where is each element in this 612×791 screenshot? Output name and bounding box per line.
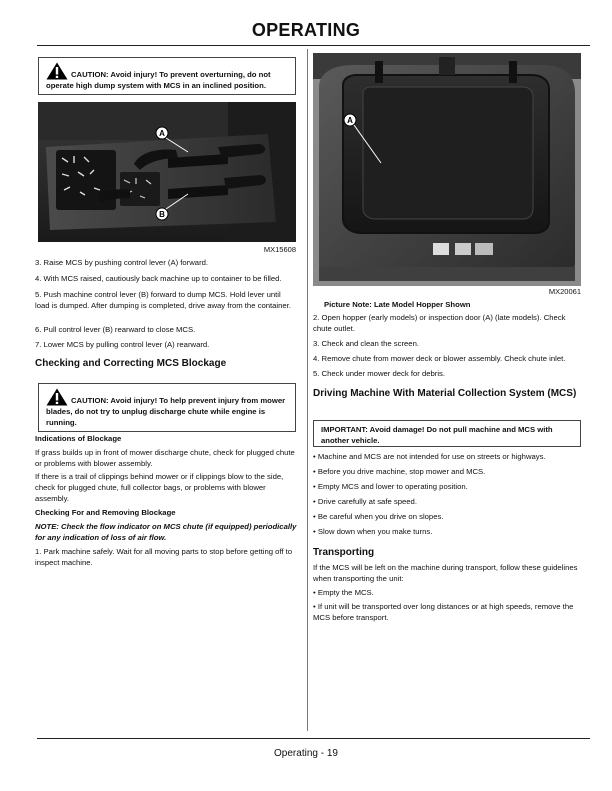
indication-text-2: If there is a trail of clippings behind mower or if clippings blow to the side, check for plugged chute, full collector bags, or problems with blower assembly.	[35, 472, 284, 503]
footer-rule	[37, 738, 590, 739]
page-footer: Operating - 19	[274, 748, 338, 759]
caution-box-overturning	[38, 57, 296, 95]
important-box: IMPORTANT: Avoid damage! Do not pull machine and MCS with another vehicle.	[313, 420, 581, 447]
driving-bullet-5: • Be careful when you drive on slopes.	[313, 512, 444, 521]
step-4-text: 4. With MCS raised, cautiously back machine up to container to be filled.	[35, 274, 282, 283]
figure-id: MX20061	[548, 287, 581, 296]
heading-driving-mcs: Driving Machine With Material Collection System (MCS)	[313, 388, 577, 399]
step-3-text: 3. Raise MCS by pushing control lever (A) forward.	[35, 258, 209, 267]
indication-text-1: If grass builds up in front of mower discharge chute, check for plugged chute or problems with blower assembly.	[35, 448, 295, 468]
step-5-text: 5. Push machine control lever (B) forward to dump MCS. Hold lever until load is dumped. After dumping is completed, drive away from the container.	[35, 290, 291, 310]
driving-bullet-1: • Machine and MCS are not intended for use on streets or highways.	[313, 452, 546, 461]
step-5-text: 5. Check under mower deck for debris.	[313, 369, 446, 378]
driving-bullet-2: • Before you drive machine, stop mower and MCS.	[313, 467, 486, 476]
warning-triangle-icon	[46, 388, 68, 406]
caution-text: CAUTION: Avoid injury! To prevent overturning, do not operate high dump system with MCS in an inclined position.	[46, 70, 271, 90]
column-divider	[307, 49, 308, 731]
figure-label-a: A	[159, 129, 165, 138]
driving-bullet-6: • Slow down when you make turns.	[313, 527, 433, 536]
figure-id: MX15608	[263, 245, 296, 254]
picture-note: Picture Note: Late Model Hopper Shown	[324, 300, 471, 309]
control-levers-photo	[38, 102, 296, 242]
driving-bullet-4: • Drive carefully at safe speed.	[313, 497, 417, 506]
caution-box-blades	[38, 383, 296, 432]
figure-label-b: B	[159, 210, 165, 219]
header-rule	[37, 45, 590, 46]
page-title: OPERATING	[251, 20, 361, 40]
step-2-text: 2. Open hopper (early models) or inspection door (A) (late models). Check chute outlet.	[313, 313, 566, 333]
removing-step-1-text: 1. Park machine safely. Wait for all moving parts to stop before getting off to inspect machine.	[35, 547, 293, 567]
figure-label-a: A	[347, 116, 353, 125]
subheading-removing: Checking For and Removing Blockage	[35, 508, 176, 517]
hopper-photo	[313, 53, 581, 286]
transport-bullet-1: • Empty the MCS.	[313, 588, 374, 597]
note-flow-indicator: NOTE: Check the flow indicator on MCS chute (if equipped) periodically for any indication of loss of air flow.	[35, 522, 297, 542]
step-7-text: 7. Lower MCS by pulling control lever (A) rearward.	[35, 340, 210, 349]
step-6-text: 6. Pull control lever (B) rearward to close MCS.	[35, 325, 196, 334]
step-3-text: 3. Check and clean the screen.	[313, 339, 419, 348]
heading-transporting: Transporting	[313, 547, 375, 558]
transport-bullet-2: • If unit will be transported over long distances or at high speeds, remove the MCS before transport.	[313, 602, 574, 622]
warning-triangle-icon	[46, 62, 68, 80]
heading-mcs-blockage: Checking and Correcting MCS Blockage	[35, 358, 227, 369]
subheading-indications: Indications of Blockage	[35, 434, 122, 443]
transport-intro: If the MCS will be left on the machine during transport, follow these guidelines when transporting the unit:	[313, 563, 578, 583]
step-4-text: 4. Remove chute from mower deck or blower assembly. Check chute inlet.	[313, 354, 566, 363]
driving-bullet-3: • Empty MCS and lower to operating position.	[313, 482, 468, 491]
caution-text: CAUTION: Avoid injury! To help prevent injury from mower blades, do not try to unplug discharge chute while engine is running.	[46, 396, 286, 427]
